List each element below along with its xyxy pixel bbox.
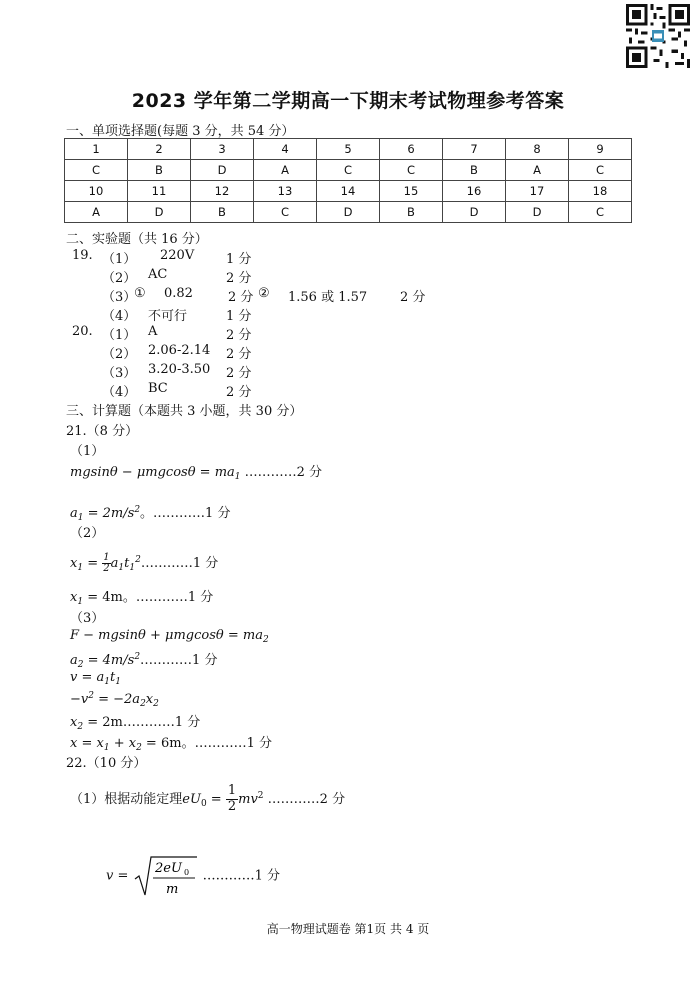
q21-eq9-val: = 2m [83, 715, 123, 730]
q20-p3-answer: 3.20-3.50 [148, 362, 211, 377]
table-cell: C [380, 160, 443, 181]
svg-text:m: m [165, 882, 178, 897]
section3-heading: 三、计算题（本题共 3 小题，共 30 分） [66, 404, 303, 419]
q21-eq10-mid: + x [109, 736, 137, 751]
q22-eq2: v = 2eU 0 m …………1 分 [106, 853, 280, 899]
table-cell: 12 [191, 181, 254, 202]
q19-p3-score1: 2 分 [228, 290, 254, 305]
q19-p4-label: （4） [102, 309, 137, 324]
q20-p2-label: （2） [102, 347, 137, 362]
q21-heading: 21.（8 分） [66, 424, 139, 439]
table-cell: 7 [443, 139, 506, 160]
table-cell: B [191, 202, 254, 223]
q21-eq3: $x_1$ = $\frac{1}{2}$ $a_1t_1^2\dots\dots\dots\dots 1$ 分 [70, 552, 219, 574]
table-cell: 1 [65, 139, 128, 160]
table-cell: B [380, 202, 443, 223]
table-row [65, 202, 632, 223]
q19-p2-score: 2 分 [226, 271, 252, 286]
q20-p4-score: 2 分 [226, 385, 252, 400]
q21-part1-label: （1） [70, 444, 105, 459]
table-cell: 11 [128, 181, 191, 202]
table-cell: 16 [443, 181, 506, 202]
q21-part3-label: （3） [70, 611, 105, 626]
table-cell: A [506, 160, 569, 181]
table-row [65, 160, 632, 181]
q21-eq2-score: 。…………1 分 [140, 506, 231, 521]
q19-number: 19. [72, 248, 93, 263]
q21-eq1-text: mgsinθ − μmgcosθ = ma [70, 465, 235, 480]
table-cell: 2 [128, 139, 191, 160]
table-cell: C [254, 202, 317, 223]
q21-eq2: $a_1 = 2m/s^2$。…………1 分 [70, 505, 231, 523]
q20-p3-score: 2 分 [226, 366, 252, 381]
svg-text:2eU: 2eU [154, 861, 182, 876]
table-cell: 10 [65, 181, 128, 202]
q21-eq10-text: x = x [70, 736, 104, 751]
table-cell: D [443, 202, 506, 223]
q22-eq1-label: （1）根据动能定理 [70, 791, 183, 807]
table-cell: A [254, 160, 317, 181]
table-cell: B [128, 160, 191, 181]
q19-p3-answer1: 0.82 [164, 286, 193, 301]
q22-heading: 22.（10 分） [66, 756, 147, 771]
q21-eq2-val: = 2m/s [83, 506, 135, 521]
q20-p1-answer: A [148, 324, 158, 339]
table-cell: D [191, 160, 254, 181]
q21-eq8: $-v^2 = -2a_2x_2$ [70, 691, 159, 709]
q21-eq5: $F - mgsin\theta + \mu mgcos\theta = ma_2$ [70, 628, 269, 645]
table-cell: 8 [506, 139, 569, 160]
page-footer: 高一物理试题卷 第1页 共 4 页 [266, 922, 430, 936]
svg-text:0: 0 [183, 868, 189, 877]
table-cell: D [506, 202, 569, 223]
q21-eq9-score: …………1 分 [122, 715, 201, 730]
q19-p1-label: （1） [102, 252, 137, 267]
table-cell: D [317, 202, 380, 223]
table-cell: 4 [254, 139, 317, 160]
q19-p3-label: （3） [102, 290, 137, 305]
section2-heading: 二、实验题（共 16 分） [66, 232, 208, 247]
table-cell: C [569, 160, 632, 181]
table-cell: 3 [191, 139, 254, 160]
table-cell: 13 [254, 181, 317, 202]
q21-eq3-score: …………1 分 [140, 556, 219, 571]
q22-eq2-score: …………1 分 [202, 868, 281, 884]
table-cell: B [443, 160, 506, 181]
table-cell: 14 [317, 181, 380, 202]
q21-eq1 [70, 461, 322, 482]
q19-p2-label: （2） [102, 271, 137, 286]
q20-p4-label: （4） [102, 385, 137, 400]
q21-eq2-var: a [70, 506, 78, 521]
q21-eq6-val: = 4m/s [83, 653, 135, 668]
q19-p2-answer: AC [148, 267, 168, 282]
q21-eq4-score: 。…………1 分 [122, 590, 214, 605]
q21-eq1-sub: 1 [234, 472, 241, 482]
q19-p3-score2: 2 分 [400, 290, 426, 305]
q21-eq4: $x_1 = 4m$。…………1 分 [70, 590, 214, 607]
table-cell: C [65, 160, 128, 181]
table-cell: A [65, 202, 128, 223]
qr-code-icon [626, 4, 690, 68]
table-cell: C [317, 160, 380, 181]
q21-part2-label: （2） [70, 526, 105, 541]
q21-eq6: $a_2$ = $4m/s^2\dots\dots\dots\dots 1$ 分 [70, 652, 218, 670]
q21-eq8-rest: = −2a [93, 692, 141, 707]
q21-eq8-text: −v [70, 692, 89, 707]
q20-p2-score: 2 分 [226, 347, 252, 362]
q20-p2-answer: 2.06-2.14 [148, 343, 211, 358]
table-cell: D [128, 202, 191, 223]
table-cell: 6 [380, 139, 443, 160]
q21-eq10: $x = x_1 + x_2 = 6m$。…………1 分 [70, 736, 272, 753]
section1-heading: 一、单项选择题(每题 3 分，共 54 分） [66, 124, 295, 139]
q19-p1-answer: 220V [160, 248, 195, 263]
q21-eq1-score: …………2 分 [244, 465, 323, 480]
q19-p4-score: 1 分 [226, 309, 252, 324]
table-row [65, 139, 632, 160]
q21-eq6-score: …………1 分 [140, 653, 218, 668]
q21-eq10-val: = 6m [141, 736, 182, 751]
table-cell: 18 [569, 181, 632, 202]
q21-eq5-text: F − mgsinθ + μmgcosθ = ma [70, 628, 263, 643]
q21-eq7-text: v = a [70, 670, 105, 685]
table-cell: 9 [569, 139, 632, 160]
q19-p3-circle1: ① [134, 286, 146, 301]
table-cell: C [569, 202, 632, 223]
table-row [65, 181, 632, 202]
q21-eq7: $v = a_1t_1$ [70, 670, 121, 687]
q19-p4-answer: 不可行 [148, 309, 188, 324]
q19-p1-score: 1 分 [226, 252, 252, 267]
q20-p1-score: 2 分 [226, 328, 252, 343]
q20-number: 20. [72, 324, 93, 339]
q21-eq10-score: 。…………1 分 [181, 736, 272, 751]
table-cell: 15 [380, 181, 443, 202]
q21-eq4-val: = 4m [83, 590, 123, 605]
table-cell: 5 [317, 139, 380, 160]
q20-p4-answer: BC [148, 381, 168, 396]
q22-eq1: （1）根据动能定理$eU_0$ = $\frac{1}{2}$ $mv^2$ …………2 分 [70, 783, 346, 814]
q21-eq9: $x_2$ = 2m…………1 分 [70, 715, 201, 732]
q22-eq1-score: …………2 分 [267, 791, 346, 807]
answer-table [64, 138, 632, 223]
q19-p3-circle2: ② [258, 286, 270, 301]
sqrt-fraction [133, 853, 199, 899]
q19-p3-answer2: 1.56 或 1.57 [288, 290, 368, 305]
q20-p1-label: （1） [102, 328, 137, 343]
page-title: 2023 学年第二学期高一下期末考试物理参考答案 [131, 90, 565, 112]
q20-p3-label: （3） [102, 366, 137, 381]
table-cell: 17 [506, 181, 569, 202]
